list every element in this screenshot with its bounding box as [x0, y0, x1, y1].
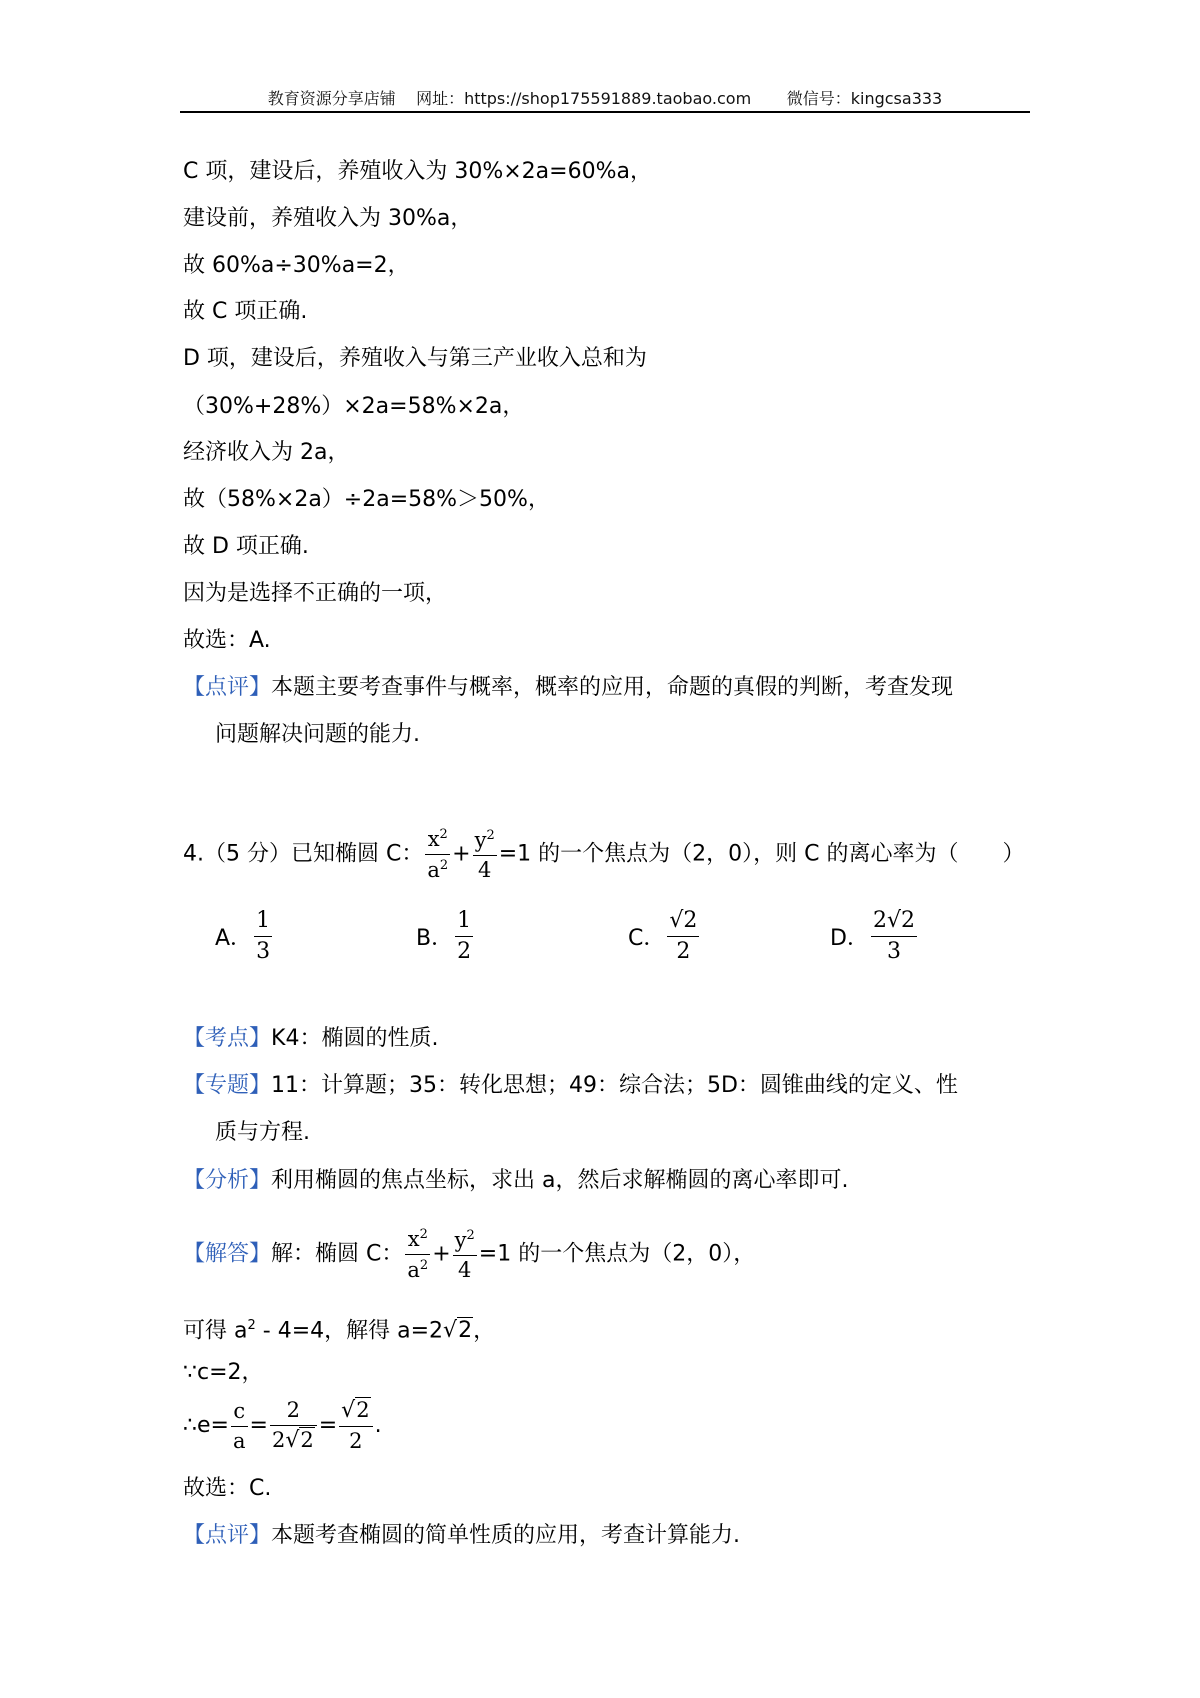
solution-line: 建设前，养殖收入为 30%a， [183, 206, 473, 231]
page-header: 教育资源分享店铺 网址：https://shop175591889.taobao.com 微信号：kingcsa333 [267, 89, 943, 108]
fenxi-line: 【分析】利用椭圆的焦点坐标，求出 a，然后求解椭圆的离心率即可. [183, 1168, 849, 1193]
solution-line: 因为是选择不正确的一项， [183, 581, 448, 606]
jieda-line: 【解答】解：椭圆 C： $\frac{x^2}{a^2}$ + $\frac{y^2}{4}$ =1 的一个焦点为（2，0）， [183, 1227, 756, 1282]
question-tail: =1 的一个焦点为（2，0），则 C 的离心率为（ ） [498, 841, 1025, 867]
option-b: B． $\frac{1}{2}$ [416, 908, 472, 964]
step-1: 可得 $a^2 - 4=4$，解得 a=2√2， [183, 1318, 496, 1344]
fraction-x: $\frac{x^2}{a^2}$ [427, 827, 449, 882]
solution-line: 故 D 项正确. [183, 534, 309, 559]
solution-line: C 项，建设后，养殖收入为 30%×2a=60%a， [183, 159, 652, 184]
solution-line: 故 60%a÷30%a=2， [183, 253, 410, 278]
question-stem: 4.（5 分）已知椭圆 C： $\frac{x^2}{a^2}$ + $\frac{y^2}{4}$ =1 的一个焦点为（2，0），则 C 的离心率为（ ） [183, 827, 1025, 882]
zhuanti-line-cont: 质与方程. [215, 1120, 310, 1145]
comment-block [183, 673, 953, 703]
question-prefix: 4.（5 分）已知椭圆 C： [183, 841, 424, 867]
comment-text: 本题主要考查事件与概率，概率的应用，命题的真假的判断，考查发现 [271, 675, 954, 700]
solution-line: 故选：A. [183, 628, 271, 653]
fraction-y: $\frac{y^2}{4}$ [454, 1227, 475, 1282]
solution-line: 经济收入为 2a， [183, 440, 350, 465]
kaodian-line: 【考点】K4：椭圆的性质. [183, 1026, 439, 1051]
comment-tag: 【点评】 [183, 675, 272, 700]
step-2: ∵c=2， [183, 1360, 264, 1385]
fraction-y: $\frac{y^2}{4}$ [474, 827, 495, 882]
solution-line: D 项，建设后，养殖收入与第三产业收入总和为 [183, 346, 647, 371]
header-rule [180, 111, 1030, 113]
comment-text-cont: 问题解决问题的能力. [215, 722, 420, 747]
solution-line: （30%+28%）×2a=58%×2a， [183, 394, 525, 419]
dianping-line: 【点评】本题考查椭圆的简单性质的应用，考查计算能力. [183, 1523, 741, 1548]
zhuanti-line: 【专题】11：计算题；35：转化思想；49：综合法；5D：圆锥曲线的定义、性 [183, 1073, 958, 1098]
option-c: C． $\frac{√2}{2}$ [628, 908, 698, 964]
step-3: ∴e= $\frac{c}{a}$ = $\frac{2}{2√2}$ = $\frac{√2}{2}$ . [183, 1398, 382, 1453]
xuan-line: 故选：C. [183, 1476, 272, 1501]
solution-line: 故（58%×2a）÷2a=58%＞50%， [183, 487, 550, 512]
option-d: D． $\frac{2√2}{3}$ [830, 908, 915, 964]
solution-line: 故 C 项正确. [183, 299, 308, 324]
option-a: A． $\frac{1}{3}$ [215, 908, 271, 964]
fraction-x: $\frac{x^2}{a^2}$ [407, 1227, 429, 1282]
